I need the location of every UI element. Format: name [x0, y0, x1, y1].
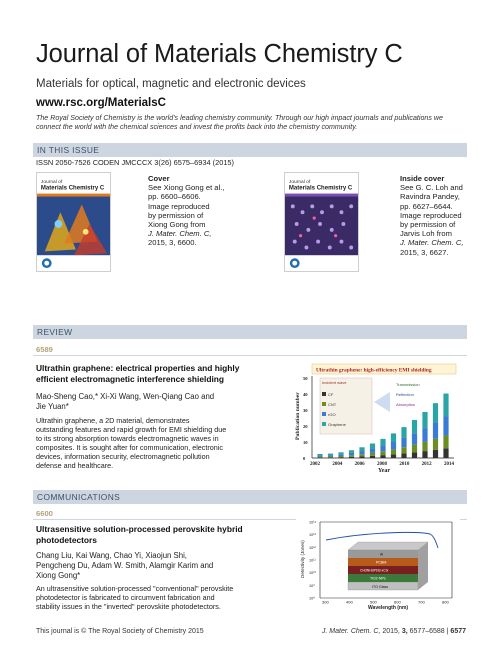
y-tick-label: 10⁹ — [309, 583, 315, 588]
cover-line: by permission of — [148, 210, 204, 220]
chart-ylabel: Publication number — [295, 392, 301, 440]
abstract-line: stability issues in the "inverted" perovskite photodetectors. — [36, 602, 221, 612]
cover-heading: Cover — [148, 174, 170, 183]
x-tick-label: 300 — [322, 599, 329, 605]
x-tick-label: 800 — [442, 599, 449, 605]
x-tick-label: 500 — [370, 599, 377, 605]
chart-bar-segment — [338, 456, 343, 457]
review-abstract — [36, 416, 284, 471]
chart-bar-segment — [317, 454, 322, 455]
chart-bar-segment — [412, 420, 417, 433]
divider — [33, 355, 467, 356]
y-tick-label: 10¹⁴ — [309, 520, 317, 525]
title-line: Ultrasensitive solution-processed perovskite hybrid — [36, 524, 243, 534]
section-label: IN THIS ISSUE — [37, 145, 100, 155]
section-bar-communications — [33, 490, 467, 504]
chart-bar-segment — [422, 412, 427, 428]
author-line: Chang Liu, Kai Wang, Chao Yi, Xiaojun Shi, — [36, 551, 187, 560]
y-tick-label: 10¹¹ — [309, 558, 316, 563]
x-tick-label: 2006 — [354, 462, 365, 467]
chart-bar-segment — [328, 454, 333, 456]
footer-volume: 3, — [401, 628, 408, 635]
x-tick-label: 2004 — [332, 462, 343, 467]
chart-bar-segment — [359, 456, 364, 458]
chart-label-cf: CF — [328, 392, 334, 397]
cover-caption — [148, 174, 248, 248]
x-tick-label: 2002 — [310, 462, 320, 467]
chart-bar-segment — [443, 448, 448, 458]
cover-line: 2015, 3, 6627. — [400, 247, 449, 257]
device-stack — [348, 542, 428, 590]
mini-title: Materials Chemistry C — [288, 185, 353, 192]
y-tick-label: 10¹² — [309, 545, 316, 550]
layer-label: Al — [380, 552, 384, 557]
cover-heading: Inside cover — [400, 174, 445, 183]
chart-bar-segment — [359, 454, 364, 456]
chart-bar-segment — [391, 442, 396, 449]
y-tick-label: 50 — [303, 375, 308, 381]
chart-bar-segment — [422, 428, 427, 442]
cover-line: Xiong Gong from — [148, 220, 206, 230]
inside-cover-image[interactable] — [284, 172, 359, 272]
cover-line: See Xiong Gong et al., — [148, 183, 225, 193]
chart-bar-segment — [328, 457, 333, 458]
chart-bar-segment — [443, 435, 448, 448]
footer-pages: 6577–6588 — [409, 628, 445, 635]
footer-copyright: This journal is © The Royal Society of Chemistry 2015 — [36, 628, 204, 635]
abstract-line: composites. It is sought after for communication, electronic — [36, 443, 223, 453]
footer-page-number: 6577 — [450, 628, 466, 635]
communication-abstract — [36, 584, 298, 611]
chart-bar-segment — [433, 450, 438, 458]
chart-bar-segment — [328, 456, 333, 457]
y-tick-label: 30 — [303, 407, 308, 413]
x-tick-label: 2008 — [377, 462, 387, 467]
chart-bar-segment — [380, 439, 385, 446]
cover-line: 2015, 3, 6600. — [148, 238, 197, 248]
chart-bar-segment — [317, 457, 322, 458]
chart-bar-segment — [349, 450, 354, 453]
cover-line: J. Mater. Chem. C, — [148, 229, 212, 239]
cover-line: pp. 6600–6606. — [148, 192, 201, 202]
abstract-line: Ultrathin graphene, a 2D material, demonstrates — [36, 416, 190, 425]
review-page-number: 6589 — [36, 345, 53, 354]
chart-bar-segment — [401, 447, 406, 453]
chart-bar-segment — [349, 453, 354, 455]
journal-blurb: The Royal Society of Chemistry is the world's leading chemistry community. Through our high impact journals and publications we connect the world with the chemical sciences and invest the profits back into the chemistry community. — [36, 114, 443, 132]
chart-label-rgo: rGO — [328, 412, 336, 417]
chart-label-reflection: Reflection — [396, 392, 414, 397]
cover-line: See G. C. Loh and — [400, 183, 463, 193]
chart-bar-segment — [380, 451, 385, 455]
cover-line: Ravindra Pandey, — [400, 192, 460, 202]
chart-bar-segment — [412, 452, 417, 458]
chart-xlabel: Year — [378, 468, 390, 474]
abstract-line: devices, information security, electromagnetic pollution — [36, 452, 210, 462]
issue-meta: ISSN 2050-7526 CODEN JMCCCX 3(26) 6575–6934 (2015) — [36, 158, 235, 167]
chart-bar-segment — [401, 453, 406, 458]
chart-label-graphene: Graphene — [328, 422, 346, 427]
layer-label: ITO Glass — [372, 585, 389, 589]
mini-title: Materials Chemistry C — [40, 185, 105, 192]
x-tick-label: 400 — [346, 599, 353, 605]
chart-label-cnt: CNT — [328, 402, 337, 407]
chart-bar-segment — [412, 445, 417, 453]
cover-accent-strip — [285, 194, 358, 197]
cover-line: pp. 6627–6644. — [400, 201, 453, 211]
cover-line: J. Mater. Chem. C, — [400, 238, 464, 248]
cover-line: Jarvis Loh from — [400, 229, 452, 239]
y-tick-label: 40 — [303, 391, 308, 397]
footer-year: 2015, — [382, 628, 400, 635]
chart-bar-segment — [349, 457, 354, 458]
layer-label: TiO2-NPs — [370, 576, 386, 581]
journal-url-link[interactable]: www.rsc.org/MaterialsC — [36, 97, 166, 109]
y-tick-label: 0 — [303, 455, 306, 461]
y-tick-label: 10¹³ — [309, 533, 316, 538]
chart-bar-segment — [328, 455, 333, 456]
journal-subtitle: Materials for optical, magnetic and electronic devices — [36, 78, 306, 90]
author-line: Pengcheng Du, Adam W. Smith, Alamgir Karim and — [36, 560, 214, 570]
review-title[interactable] — [36, 363, 239, 384]
chart-bar-segment — [422, 442, 427, 451]
communication-page-number: 6600 — [36, 509, 53, 518]
chart-label-incident: Incident wave — [322, 380, 347, 385]
chart-bar-segment — [349, 455, 354, 457]
y-tick-label: 10⁸ — [309, 596, 315, 601]
layer-label: CH3NH3PbI3-xClx — [360, 568, 389, 573]
author-line: Mao-Sheng Cao,* Xi-Xi Wang, Wen-Qiang Cao and — [36, 392, 215, 401]
footer-separator: | — [446, 628, 449, 635]
chart-bar-segment — [401, 427, 406, 438]
footer-citation — [322, 628, 466, 635]
chart-banner: Ultrathin graphene: high-efficiency EMI shielding — [316, 367, 432, 374]
journal-title: Journal of Materials Chemistry C — [36, 40, 403, 68]
chart-bar-segment — [433, 403, 438, 422]
x-tick-label: 2010 — [399, 462, 410, 467]
section-bar-in-this-issue — [33, 143, 467, 157]
section-bar-review — [33, 325, 467, 339]
chart-bar-segment — [380, 446, 385, 452]
abstract-line: photodetector is fabricated to circumvent fabrication and — [36, 593, 215, 603]
chart-bar-segment — [359, 451, 364, 454]
inside-cover-caption — [400, 174, 500, 257]
chart-label-absorption: Absorption — [396, 402, 416, 407]
title-line: photodetectors — [36, 534, 97, 545]
chart-bar-segment — [380, 455, 385, 458]
chart-bar-segment — [370, 444, 375, 449]
chart-bar-segment — [317, 455, 322, 456]
chart-bar-segment — [317, 457, 322, 458]
author-line: Xiong Gong* — [36, 570, 81, 580]
cover-accent-strip — [37, 194, 110, 197]
title-line: Ultrathin graphene: electrical properties and highly — [36, 363, 240, 373]
abstract-line: An ultrasensitive solution-processed "conventional" perovskite — [36, 584, 234, 593]
chart-bar-segment — [370, 449, 375, 453]
communication-authors — [36, 551, 213, 580]
chart-bar-segment — [338, 457, 343, 458]
x-tick-label: 700 — [418, 599, 425, 605]
x-tick-label: 600 — [394, 599, 401, 605]
chart-xlabel: Wavelength (nm) — [368, 605, 409, 610]
y-tick-label: 20 — [303, 423, 308, 429]
y-tick-label: 10¹⁰ — [309, 571, 317, 576]
chart-ylabel: Detectivity (Jones) — [300, 540, 305, 578]
cover-line: Image reproduced — [148, 201, 210, 211]
chart-bar-segment — [338, 452, 343, 454]
abstract-line: to its strong absorption towards electromagnetic waves in — [36, 434, 219, 444]
review-graphical-abstract[interactable] — [290, 362, 460, 474]
communication-graphical-abstract[interactable] — [296, 518, 460, 610]
chart-bar-segment — [401, 438, 406, 447]
cover-line: by permission of — [400, 220, 456, 230]
layer-label: PCBM — [376, 560, 387, 565]
chart-bar-segment — [422, 451, 427, 458]
section-label: COMMUNICATIONS — [37, 492, 121, 502]
chart-bar-segment — [391, 433, 396, 442]
mini-journal-of: Journal of — [288, 179, 311, 185]
section-label: REVIEW — [37, 327, 73, 337]
x-tick-label: 2014 — [444, 462, 454, 467]
chart-bar-segment — [433, 422, 438, 438]
abstract-line: outstanding features and rapid growth for EMI shielding due — [36, 425, 227, 435]
y-tick-label: 10 — [303, 439, 308, 445]
chart-bar-segment — [359, 447, 364, 451]
title-line: efficient electromagnetic interference shielding — [36, 373, 225, 384]
chart-bar-segment — [370, 456, 375, 458]
chart-bar-segment — [391, 449, 396, 454]
author-line: Jie Yuan* — [36, 401, 69, 411]
chart-bar-segment — [443, 416, 448, 435]
chart-bar-segment — [433, 439, 438, 450]
abstract-line: defense and healthcare. — [36, 461, 114, 471]
mini-journal-of: Journal of — [40, 179, 63, 185]
chart-bar-segment — [443, 394, 448, 417]
review-authors — [36, 392, 214, 412]
x-tick-label: 2012 — [421, 462, 432, 467]
chart-bar-segment — [391, 454, 396, 458]
chart-bar-segment — [338, 454, 343, 456]
chart-label-transmission: Transmission — [396, 382, 420, 387]
cover-line: Image reproduced — [400, 210, 462, 220]
chart-bar-segment — [370, 453, 375, 456]
cover-image[interactable] — [36, 172, 111, 272]
footer-journal: J. Mater. Chem. C, — [321, 628, 381, 635]
chart-bar-segment — [412, 433, 417, 444]
communication-title[interactable] — [36, 524, 243, 545]
